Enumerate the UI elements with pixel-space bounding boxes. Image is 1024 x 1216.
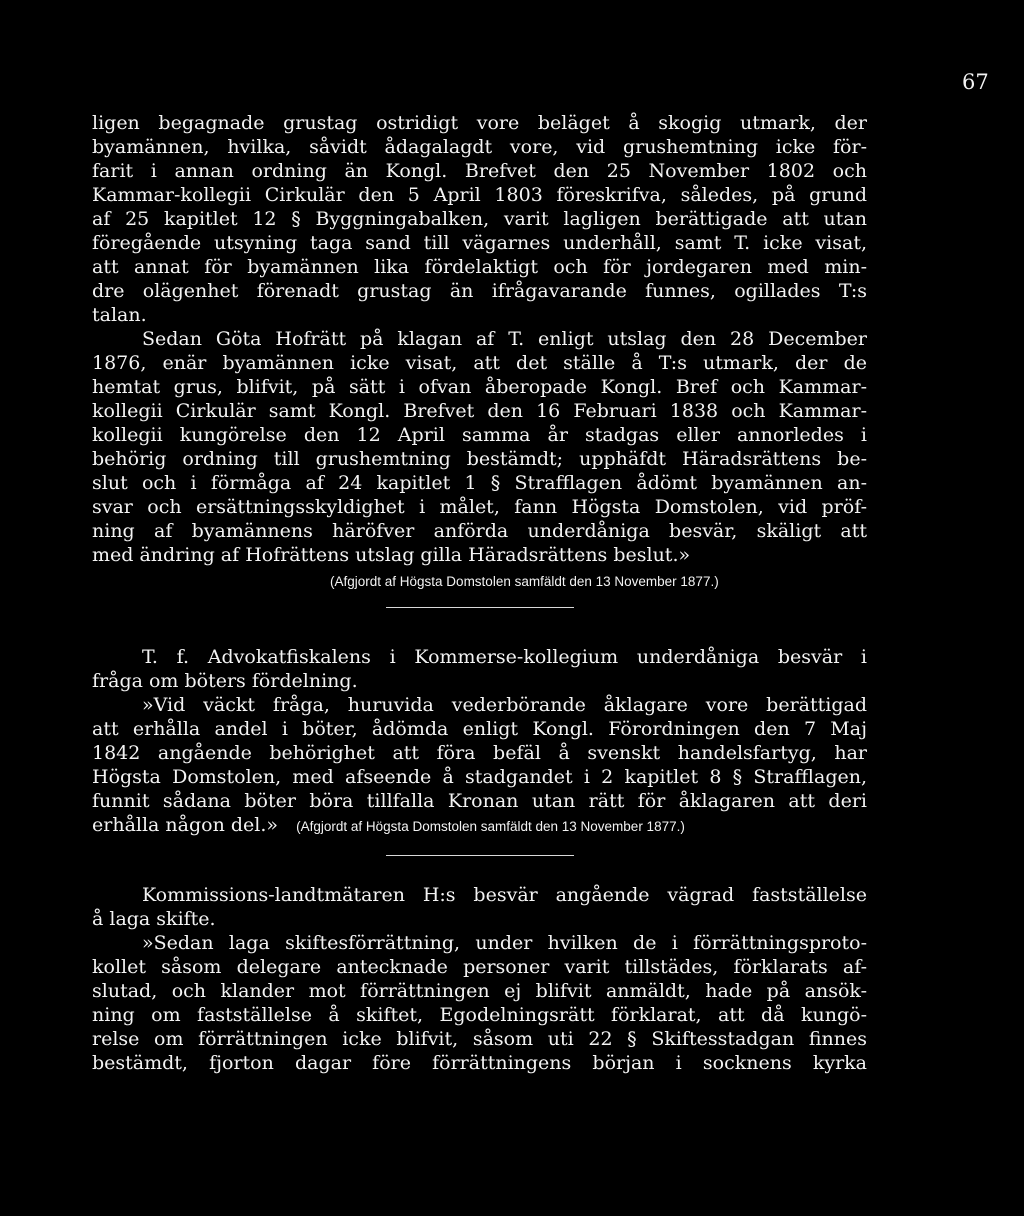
text-line: Kommissions-landtmätaren H:s besvär angående vägrad fastställelse — [142, 884, 867, 906]
text-line: Kammar-kollegii Cirkulär den 5 April 1803 föreskrifva, således, på grund — [92, 184, 867, 206]
text-line: att annat för byamännen lika fördelaktigt och för jordegaren med min- — [92, 256, 867, 278]
text-line — [92, 813, 867, 839]
page-number: 67 — [962, 70, 989, 94]
text-line: fråga om böters fördelning. — [92, 670, 358, 692]
text-line: kollegii kungörelse den 12 April samma år stadgas eller annorledes i — [92, 424, 867, 446]
text-line: talan. — [92, 304, 147, 326]
case-citation: (Afgjordt af Högsta Domstolen samfäldt den 13 November 1877.) — [296, 819, 685, 834]
text-line: hemtat grus, blifvit, på sätt i ofvan åberopade Kongl. Bref och Kammar- — [92, 376, 867, 398]
text-line: bestämdt, fjorton dagar före förrättningens början i socknens kyrka — [92, 1052, 867, 1074]
text-line: svar och ersättningsskyldighet i målet, fann Högsta Domstolen, vid pröf- — [92, 496, 867, 518]
text-line: farit i annan ordning än Kongl. Brefvet den 25 November 1802 och — [92, 160, 867, 182]
text-line: af 25 kapitlet 12 § Byggningabalken, varit lagligen berättigade att utan — [92, 208, 867, 230]
text-line-end: erhålla någon del.» — [92, 814, 279, 836]
text-line: med ändring af Hofrättens utslag gilla Häradsrättens beslut.» — [92, 544, 691, 566]
text-line: relse om förrättningen icke blifvit, såsom uti 22 § Skiftesstadgan finnes — [92, 1028, 867, 1050]
text-line: att erhålla andel i böter, ådömda enligt Kongl. Förordningen den 7 Maj — [92, 718, 867, 740]
text-line: funnit sådana böter böra tillfalla Kronan utan rätt för åklagaren att deri — [92, 790, 867, 812]
section-divider — [386, 855, 574, 856]
text-line: behörig ordning till grushemtning bestämdt; upphäfdt Häradsrättens be- — [92, 448, 867, 470]
text-line: T. f. Advokatfiskalens i Kommerse-kollegium underdåniga besvär i — [142, 646, 867, 668]
text-line: slut och i förmåga af 24 kapitlet 1 § Strafflagen ådömt byamännen an- — [92, 472, 867, 494]
text-line: ning om fastställelse å skiftet, Egodelningsrätt förklarat, att då kungö- — [92, 1004, 867, 1026]
text-line: »Vid väckt fråga, huruvida vederbörande åklagare vore berättigad — [142, 694, 867, 716]
text-line: å laga skifte. — [92, 908, 216, 930]
text-line: kollegii Cirkulär samt Kongl. Brefvet den 16 Februari 1838 och Kammar- — [92, 400, 867, 422]
text-line: Sedan Göta Hofrätt på klagan af T. enligt utslag den 28 December — [142, 328, 867, 350]
text-line: Högsta Domstolen, med afseende å stadgandet i 2 kapitlet 8 § Strafflagen, — [92, 766, 867, 788]
section-divider — [386, 607, 574, 608]
text-line: ligen begagnade grustag ostridigt vore beläget å skogig utmark, der — [92, 112, 867, 134]
text-line: 1842 angående behörighet att föra befäl å svenskt handelsfartyg, har — [92, 742, 867, 764]
text-line: ning af byamännens häröfver anförda underdåniga besvär, skäligt att — [92, 520, 867, 542]
text-line: 1876, enär byamännen icke visat, att det ställe å T:s utmark, der de — [92, 352, 867, 374]
text-line: föregående utsyning taga sand till vägarnes underhåll, samt T. icke visat, — [92, 232, 867, 254]
text-line: byamännen, hvilka, såvidt ådagalagdt vore, vid grushemtning icke för- — [92, 136, 867, 158]
text-line: dre olägenhet förenadt grustag än ifrågavarande funnes, ogillades T:s — [92, 280, 867, 302]
case-citation: (Afgjordt af Högsta Domstolen samfäldt den 13 November 1877.) — [330, 574, 719, 589]
text-line: kollet såsom delegare antecknade personer varit tillstädes, förklarats af- — [92, 956, 867, 978]
text-line: »Sedan laga skiftesförrättning, under hvilken de i förrättningsproto- — [142, 932, 867, 954]
text-line: slutad, och klander mot förrättningen ej blifvit anmäldt, hade på ansök- — [92, 980, 867, 1002]
